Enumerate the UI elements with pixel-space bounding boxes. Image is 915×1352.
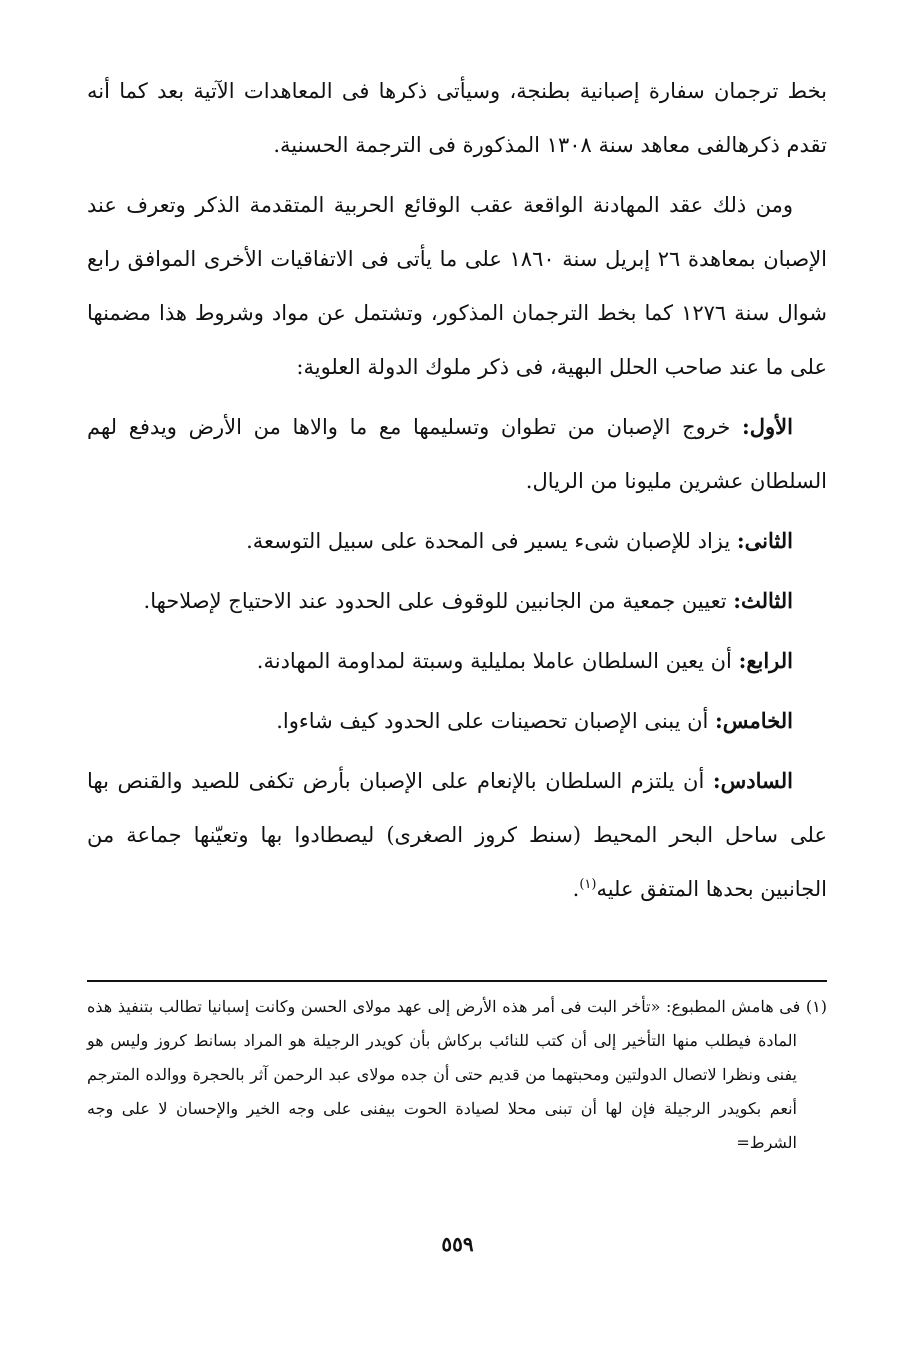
clause-label: الثالث: — [733, 588, 793, 613]
clause-text: أن يبنى الإصبان تحصينات على الحدود كيف شاءوا. — [276, 709, 709, 733]
paragraph-continuation: بخط ترجمان سفارة إصبانية بطنجة، وسيأتى ذكرها فى المعاهدات الآتية بعد كما أنه تقدم ذكرهالفى معاهد سنة ١٣٠٨ المذكورة فى الترجمة الحسنية. — [87, 79, 827, 157]
footnote-block — [87, 990, 827, 1160]
footnote-separator — [87, 980, 827, 982]
clause-text: يزاد للإصبان شىء يسير فى المحدة على سبيل التوسعة. — [246, 529, 731, 553]
clause-label: السادس: — [712, 768, 793, 793]
clause-label: الرابع: — [738, 648, 793, 673]
clause-sixth — [87, 754, 827, 916]
clause-text: أن يعين السلطان عاملا بمليلية وسبتة لمداومة المهادنة. — [256, 649, 732, 673]
clause-text: تعيين جمعية من الجانبين للوقوف على الحدود عند الاحتياج لإصلاحها. — [143, 589, 727, 613]
clause-text: خروج الإصبان من تطوان وتسليمها مع ما والاها من الأرض ويدفع لهم السلطان عشرين مليونا من الريال. — [87, 415, 827, 493]
clause-fifth — [87, 694, 827, 748]
clause-end-mark: . — [572, 877, 580, 901]
clause-second — [87, 514, 827, 568]
footnote-reference[interactable]: (١) — [579, 877, 597, 892]
clause-first — [87, 400, 827, 508]
clause-label: الخامس: — [715, 708, 793, 733]
clause-third — [87, 574, 827, 628]
clause-text: أن يلتزم السلطان بالإنعام على الإصبان بأرض تكفى للصيد والقنص بها على ساحل البحر المحيط (سنط كروز الصغرى) ليصطادوا بها وتعيّنها جماعة من الجانبين بحدها المتفق عليه — [87, 769, 827, 901]
clause-label: الثانى: — [736, 528, 793, 553]
main-text — [87, 64, 827, 922]
page-number: ٥٥٩ — [441, 1232, 474, 1256]
footnote-text: (١) فى هامش المطبوع: «تأخر البت فى أمر هذه الأرض إلى عهد مولاى الحسن وكانت إسبانيا تطالب بتنفيذ هذه المادة فيطلب منها التأخير إلى أن كتب للنائب بركاش بأن كويدر الرجيلة هو المراد بسانط كروز وليس هو يفنى ونظرا لاتصال الدولتين ومحبتهما من قديم حتى أن جده مولاى عبد الرحمن آثر بالحجرة ووالده المترجم أنعم بكويدر الرجيلة فإن لها أن تبنى محلا لصيادة الحوت بيفنى على وجه الخير والإحسان لا على وجه الشرط= — [87, 997, 827, 1152]
clause-fourth — [87, 634, 827, 688]
clause-label: الأول: — [742, 414, 793, 439]
paragraph-treaty-intro: ومن ذلك عقد المهادنة الواقعة عقب الوقائع الحربية المتقدمة الذكر وتعرف عند الإصبان بمعاهدة ٢٦ إبريل سنة ١٨٦٠ على ما يأتى فى الاتفاقيات الأخرى الموافق رابع شوال سنة ١٢٧٦ كما بخط الترجمان المذكور، وتشتمل عن مواد وشروط هذا مضمنها على ما عند صاحب الحلل البهية، فى ذكر ملوك الدولة العلوية: — [87, 193, 828, 379]
